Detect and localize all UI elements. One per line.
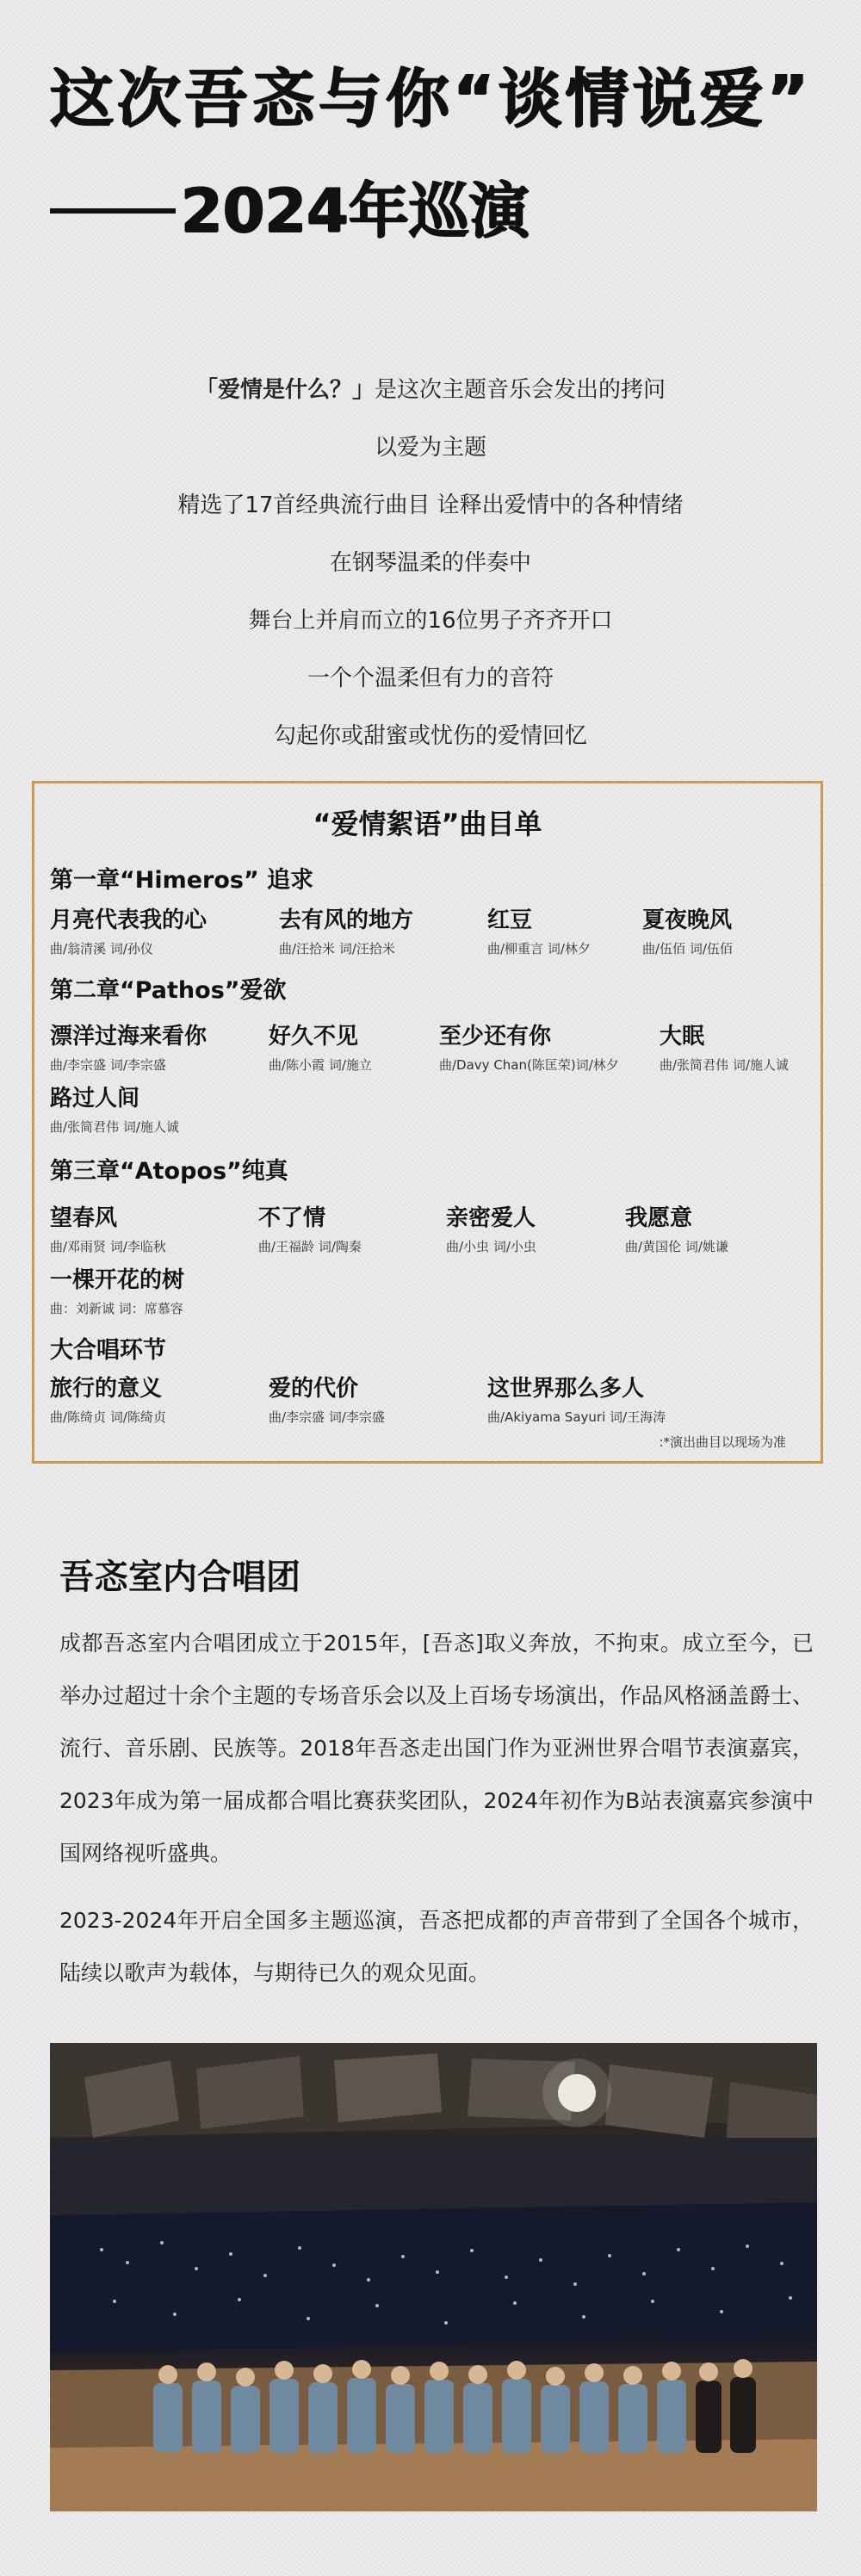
intro-line: 以爱为主题 (374, 435, 486, 461)
choir-title: 吾忞室内合唱团 (59, 1557, 300, 1597)
song-credit: 曲/汪拾米 词/汪拾米 (279, 941, 395, 957)
subtitle: 2024年巡演 (181, 176, 530, 246)
intro-line: 在钢琴温柔的伴奏中 (329, 550, 531, 576)
intro-line1-rest: 是这次主题音乐会发出的拷问 (375, 377, 666, 403)
subtitle-row (50, 176, 825, 245)
chapter-heading: 第三章“Atopos”纯真 (50, 1158, 288, 1185)
song-name: 我愿意 (625, 1205, 693, 1231)
song-item (487, 1371, 666, 1426)
songlist-title: “爱情絮语”曲目单 (313, 808, 542, 840)
song-item (50, 1371, 166, 1426)
song-item (642, 902, 733, 957)
song-item (258, 1200, 362, 1255)
intro-line: 舞台上并肩而立的16位男子齐齐开口 (248, 608, 613, 634)
song-credit: 曲/陈绮贞 词/陈绮贞 (50, 1409, 166, 1425)
intro-line: 精选了17首经典流行曲目 诠释出爱情中的各种情绪 (177, 492, 684, 518)
song-credit: 曲/王福龄 词/陶秦 (258, 1239, 362, 1254)
intro-question: 「爱情是什么？」 (195, 377, 375, 403)
song-name: 望春风 (50, 1205, 118, 1231)
song-name: 大眠 (660, 1024, 705, 1050)
song-name: 亲密爱人 (446, 1205, 536, 1231)
song-credit: 曲/柳重言 词/林夕 (487, 941, 591, 957)
song-name: 红豆 (487, 907, 533, 933)
choir-concert-photo (50, 2043, 817, 2511)
main-title: 这次吾忞与你“谈情说爱” (50, 62, 813, 136)
intro-line: 一个个温柔但有力的音符 (307, 666, 554, 691)
song-item (50, 1262, 184, 1317)
song-credit: 曲/张简君伟 词/施人诚 (50, 1119, 179, 1135)
song-item (279, 902, 413, 957)
song-item (487, 902, 591, 957)
song-name: 爱的代价 (269, 1376, 359, 1402)
song-name: 至少还有你 (439, 1024, 552, 1050)
song-name: 不了情 (258, 1205, 326, 1231)
intro-line: 勾起你或甜蜜或忧伤的爱情回忆 (273, 723, 587, 749)
chapter-heading: 第一章“Himeros” 追求 (50, 867, 314, 894)
song-item (50, 1081, 179, 1136)
song-name: 一棵开花的树 (50, 1267, 185, 1293)
songlist-note: :*演出曲目以现场为准 (659, 1434, 786, 1450)
song-item (439, 1019, 619, 1074)
song-item (50, 1200, 166, 1255)
song-item (625, 1200, 728, 1255)
intro-line (0, 362, 861, 419)
song-name: 好久不见 (269, 1024, 359, 1050)
concert-photo-illustration (50, 2043, 817, 2511)
song-name: 这世界那么多人 (487, 1376, 645, 1402)
song-credit: 曲/陈小霞 词/施立 (269, 1057, 372, 1073)
song-credit: 曲/Akiyama Sayuri 词/王海涛 (487, 1409, 666, 1425)
chapter-heading: 第二章“Pathos”爱欲 (50, 977, 287, 1004)
song-credit: 曲/Davy Chan(陈匡荣)词/林夕 (439, 1057, 619, 1073)
song-name: 路过人间 (50, 1086, 140, 1112)
song-credit: 曲/小虫 词/小虫 (446, 1239, 536, 1254)
song-item (50, 902, 207, 957)
song-item (269, 1019, 372, 1074)
song-credit: 曲/翁清溪 词/孙仪 (50, 941, 153, 957)
song-name: 旅行的意义 (50, 1376, 163, 1402)
intro-text (0, 362, 861, 765)
chapter-heading: 大合唱环节 (50, 1337, 166, 1364)
title-dash-divider (50, 208, 176, 214)
song-credit: 曲/张简君伟 词/施人诚 (660, 1057, 789, 1073)
song-name: 夏夜晚风 (642, 907, 733, 933)
song-credit: 曲/李宗盛 词/李宗盛 (269, 1409, 385, 1425)
songlist-box (32, 781, 823, 1464)
song-credit: 曲/黄国伦 词/姚谦 (625, 1239, 728, 1254)
song-credit: 曲/邓雨贤 词/李临秋 (50, 1239, 166, 1254)
song-item (660, 1019, 789, 1074)
song-credit: 曲/李宗盛 词/李宗盛 (50, 1057, 166, 1073)
song-item (446, 1200, 536, 1255)
song-name: 月亮代表我的心 (50, 907, 208, 933)
song-item (50, 1019, 207, 1074)
choir-description: 成都吾忞室内合唱团成立于2015年，[吾忞]取义奔放，不拘束。成立至今，已举办过超过十余个主题的专场音乐会以及上百场专场演出，作品风格涵盖爵士、流行、音乐剧、民族等。2018年吾忞走出国门作为亚洲世界合唱节表演嘉宾，2023年成为第一届成都合唱比赛获奖团队，2024年初作为B站表演嘉宾参演中国网络视听盛典。 (59, 1631, 814, 1866)
song-item (269, 1371, 385, 1426)
song-name: 去有风的地方 (279, 907, 414, 933)
song-name: 漂洋过海来看你 (50, 1024, 208, 1050)
choir-tour-description: 2023-2024年开启全国多主题巡演，吾忞把成都的声音带到了全国各个城市，陆续以歌声为载体，与期待已久的观众见面。 (59, 1908, 814, 1985)
song-credit: 曲/伍佰 词/伍佰 (642, 941, 733, 957)
song-credit: 曲：刘新诚 词：席慕容 (50, 1301, 183, 1316)
